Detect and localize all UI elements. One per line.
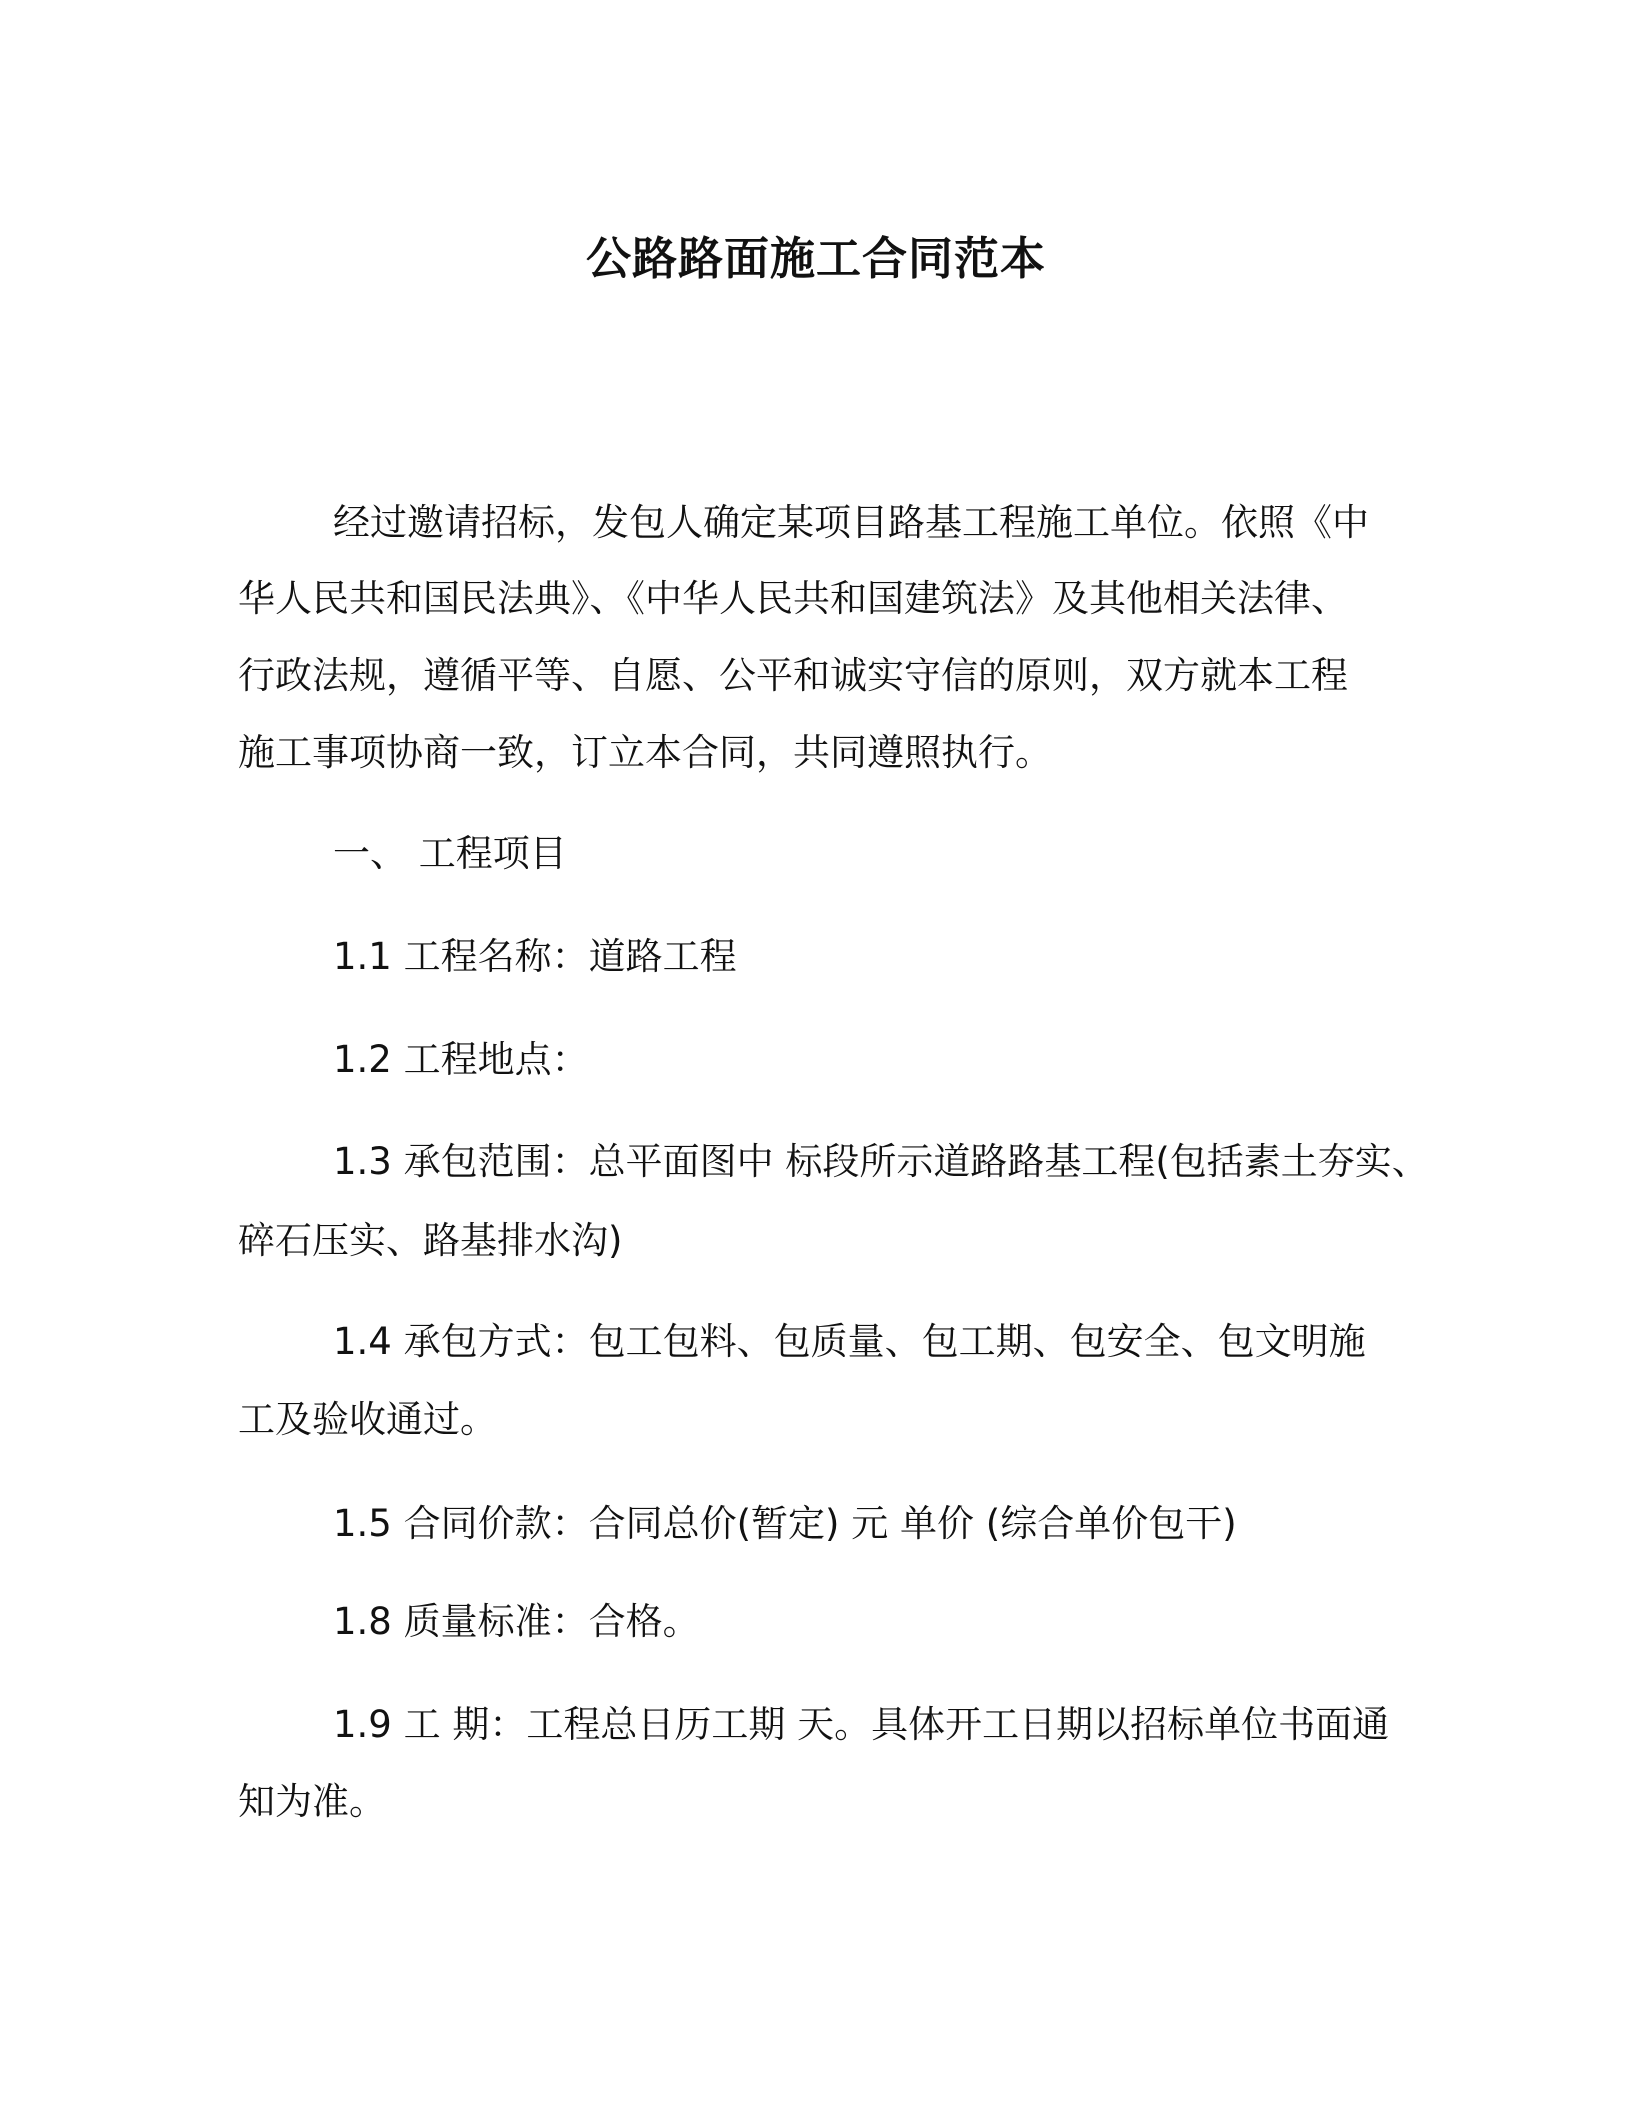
item-1-9-line-1: 1.9 工 期：工程总日历工期 天。具体开工日期以招标单位书面通 [333,1703,1390,1746]
intro-line-1: 经过邀请招标，发包人确定某项目路基工程施工单位。依照《中 [333,501,1369,544]
item-1-4-line-1: 1.4 承包方式：包工包料、包质量、包工期、包安全、包文明施 [333,1320,1366,1363]
item-1-9-line-2: 知为准。 [238,1780,386,1823]
intro-line-4: 施工事项协商一致，订立本合同，共同遵照执行。 [238,731,1052,774]
item-1-8: 1.8 质量标准：合格。 [333,1600,700,1643]
item-1-3-line-1: 1.3 承包范围：总平面图中 标段所示道路路基工程(包括素土夯实、 [333,1140,1429,1183]
item-1-2: 1.2 工程地点： [333,1038,589,1081]
item-1-3-line-2: 碎石压实、路基排水沟) [238,1219,623,1262]
section-heading: 一、 工程项目 [333,832,567,875]
document-title: 公路路面施工合同范本 [585,232,1046,285]
item-1-4-line-2: 工及验收通过。 [238,1398,497,1441]
item-1-5: 1.5 合同价款：合同总价(暂定) 元 单价 (综合单价包干) [333,1502,1237,1545]
intro-line-3: 行政法规，遵循平等、自愿、公平和诚实守信的原则，双方就本工程 [238,654,1348,697]
item-1-1: 1.1 工程名称：道路工程 [333,935,737,978]
intro-line-2: 华人民共和国民法典》、《中华人民共和国建筑法》及其他相关法律、 [238,577,1348,620]
